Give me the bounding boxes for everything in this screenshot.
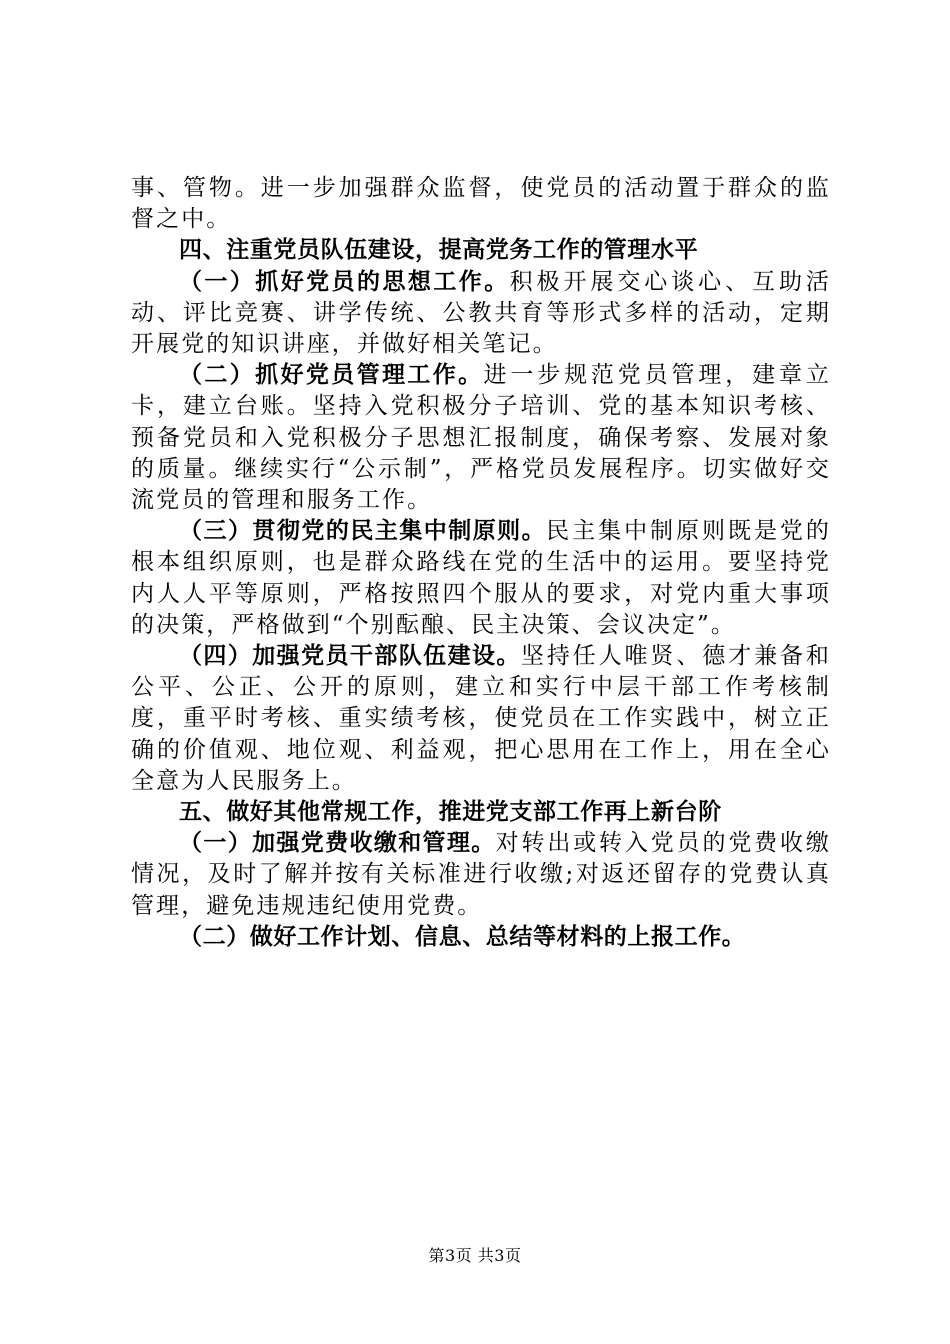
paragraph-item (131, 641, 831, 797)
paragraph-text: 积极开展交心谈心、互助活动、评比竞赛、讲学传统、公教共育等形式多样的活动，定期开展党的知识讲座，并做好相关笔记。 (131, 268, 831, 358)
paragraph-text: 民主集中制原则既是党的根本组织原则，也是群众路线在党的生活中的运用。要坚持党内人人平等原则，严格按照四个服从的要求，对党内重大事项的决策，严格做到“个别酝酿、民主决策、会议决定”。 (131, 518, 831, 638)
paragraph-item (131, 516, 831, 641)
paragraph-text: 坚持任人唯贤、德才兼备和公平、公正、公开的原则，建立和实行中层干部工作考核制度，重平时考核、重实绩考核，使党员在工作实践中，树立正确的价值观、地位观、利益观，把心思用在工作上，用在全心全意为人民服务上。 (131, 643, 832, 794)
section-heading-five: 五、做好其他常规工作，推进党支部工作再上新台阶 (179, 799, 722, 826)
paragraph-item (131, 828, 831, 922)
page-number-footer: 第3页 共3页 (428, 1246, 522, 1265)
paragraph-continuation (131, 173, 831, 235)
document-body (131, 173, 831, 953)
paragraph-text: 进一步规范党员管理，建章立卡，建立台账。坚持入党积极分子培训、党的基本知识考核、预备党员和入党积极分子思想汇报制度，确保考察、发展对象的质量。继续实行“公示制”，严格党员发展程序。切实做好交流党员的管理和服务工作。 (131, 362, 831, 514)
paragraph-lead: （三）贯彻党的民主集中制原则。 (179, 518, 547, 545)
section-heading-four: 四、注重党员队伍建设，提高党务工作的管理水平 (179, 237, 699, 264)
paragraph-lead: （一）抓好党员的思想工作。 (179, 268, 510, 295)
paragraph-item (131, 360, 831, 516)
paragraph-text: 对转出或转入党员的党费收缴情况，及时了解并按有关标准进行收缴;对返还留存的党费认真管理，避免违规违纪使用党费。 (131, 830, 831, 919)
paragraph-lead: （一）加强党费收缴和管理。 (179, 830, 496, 857)
paragraph-lead: （四）加强党员干部队伍建设。 (179, 643, 521, 670)
paragraph-item (131, 267, 831, 361)
paragraph-lead: （二）抓好党员管理工作。 (179, 362, 484, 389)
paragraph-text: 事、管物。进一步加强群众监督，使党员的活动置于群众的监督之中。 (131, 175, 831, 233)
paragraph-lead: （二）做好工作计划、信息、总结等材料的上报工作。 (179, 923, 746, 950)
paragraph-item (131, 922, 831, 953)
